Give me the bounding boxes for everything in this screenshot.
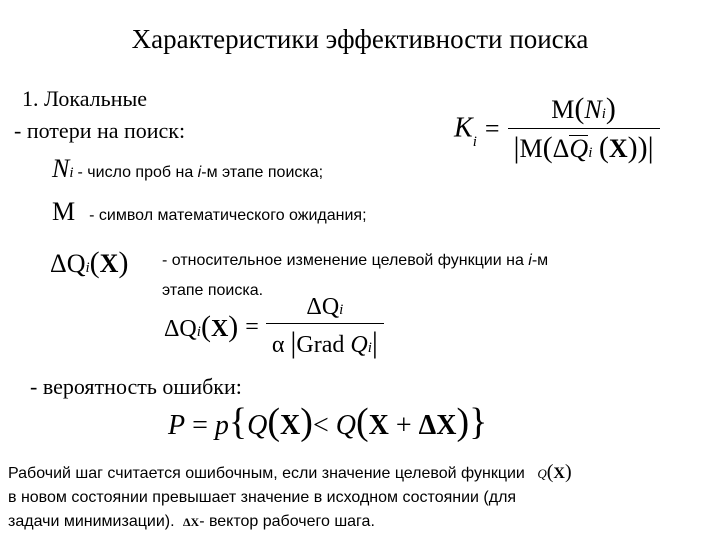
delta-q-symbol: ΔQi(X) xyxy=(50,246,129,279)
footer-q-symbol: Q(X) xyxy=(537,461,572,483)
formula-k-denominator: |M(ΔQi (X))| xyxy=(508,128,660,165)
definition-delta-q-text-1: - относительное изменение целевой функции на i-м xyxy=(162,252,549,269)
formula-k-fraction xyxy=(508,92,660,165)
formula-delta-q-fraction: $\frac{\text{ΔQi}}{\text{α |Grad Qi|}}$ xyxy=(266,294,384,360)
definition-n: Ni - число проб на i-м этапе поиска; xyxy=(52,154,324,183)
slide-title: Характеристики эффективности поиска xyxy=(131,24,589,54)
definition-delta-q-text-2: этапе поиска. xyxy=(162,282,264,299)
definition-m: M - символ математического ожидания; xyxy=(52,197,367,226)
subsection-heading-losses: - потери на поиск: xyxy=(14,118,186,143)
footer-paragraph: Рабочий шаг считается ошибочным, если значение целевой функции Q(X) в новом состоянии превышает значение в исходном состоянии (для задачи минимизации). ΔX- вектор рабочего шага. xyxy=(8,461,572,530)
definition-delta-q xyxy=(50,246,128,280)
formula-k-numerator: M(Ni) xyxy=(551,92,616,125)
subsection-heading-error: - вероятность ошибки: xyxy=(30,374,242,399)
section-heading: 1. Локальные xyxy=(22,86,148,111)
formula-k: Ki = $\frac{M(Ni)}{\text{|M(ΔQi (X))|}}$ xyxy=(454,92,660,165)
formula-p: P = p{Q(X)< Q(X + ΔX)} xyxy=(168,401,488,443)
formula-delta-q: ΔQi(X) = $\frac{\text{ΔQi}}{\text{α |Grad Qi|}}$ xyxy=(164,294,384,360)
